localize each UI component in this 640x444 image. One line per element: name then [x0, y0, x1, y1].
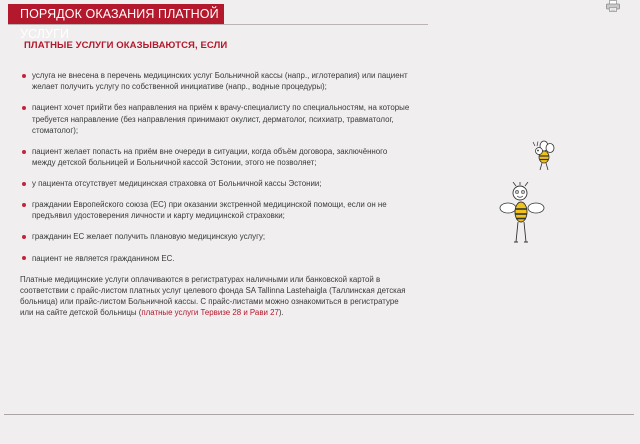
list-item-text: пациент хочет прийти без направления на приём к врачу-специалисту по специальностям, на которые требуется направление (без направления принимают окулист, дерматолог, психиатр, травматолог, стоматолог); — [32, 103, 410, 135]
list-item-text: граждании Европейского союза (ЕС) при оказании экстренной медицинской помощи, если он не предъявил удостоверения личности и карту медицинской страховки; — [32, 200, 387, 221]
bullet-icon — [22, 256, 26, 260]
bottom-divider — [4, 414, 634, 415]
payment-info-paragraph — [18, 274, 413, 319]
list-item-text: у пациента отсутствует медицинская страховка от Больничной кассы Эстонии; — [32, 179, 322, 189]
list-item-text: пациент желает попасть на приём вне очереди в ситуации, когда объём договора, заключённого между детской больницей и Больничной кассой Эстонии, этого не позволяет; — [32, 146, 388, 167]
list-item — [18, 253, 413, 264]
bullet-icon — [22, 150, 26, 154]
title-divider — [8, 24, 428, 25]
printer-icon[interactable] — [606, 0, 620, 12]
bullet-icon — [22, 235, 26, 239]
list-item-text: пациент не является гражданином ЕС. — [32, 253, 175, 263]
bullet-icon — [22, 74, 26, 78]
payment-info-tail: ). — [278, 308, 284, 318]
list-item — [18, 70, 413, 92]
paid-services-link[interactable]: платные услуги Тервизе 28 и Рави 27 — [141, 308, 279, 318]
bullet-icon — [22, 182, 26, 186]
payment-info-text: Платные медицинские услуги оплачиваются в регистратурах наличными или банковской картой в соответствии с прайс-листом платных услуг целевого фонда SA Tallinna Lastehaigla (Таллинская детская больница) или прайс-листом Больничной кассы. С прайс-листами можно ознакомиться в регистратуре или на сайте детской больницы ( — [20, 274, 406, 318]
list-item — [18, 231, 413, 242]
list-item — [18, 102, 413, 136]
conditions-list — [18, 70, 413, 264]
bullet-icon — [22, 203, 26, 207]
page-title: ПОРЯДОК ОКАЗАНИЯ ПЛАТНОЙ УСЛУГИ — [8, 4, 224, 24]
list-item — [18, 199, 413, 221]
list-item-text: гражданин ЕС желает получить плановую медицинскую услугу; — [32, 232, 266, 242]
content-area — [18, 70, 413, 318]
bullet-icon — [22, 106, 26, 110]
list-item — [18, 146, 413, 168]
cartoon-bee-figure-icon — [498, 182, 548, 244]
list-item — [18, 178, 413, 189]
section-heading: ПЛАТНЫЕ УСЛУГИ ОКАЗЫВАЮТСЯ, ЕСЛИ — [24, 40, 228, 51]
list-item-text: услуга не внесена в перечень медицинских услуг Больничной кассы (напр., иглотерапия) или пациент желает получить услугу по собственной инициативе (напр., водные процедуры); — [32, 71, 408, 92]
cartoon-bee-icon — [527, 140, 557, 174]
